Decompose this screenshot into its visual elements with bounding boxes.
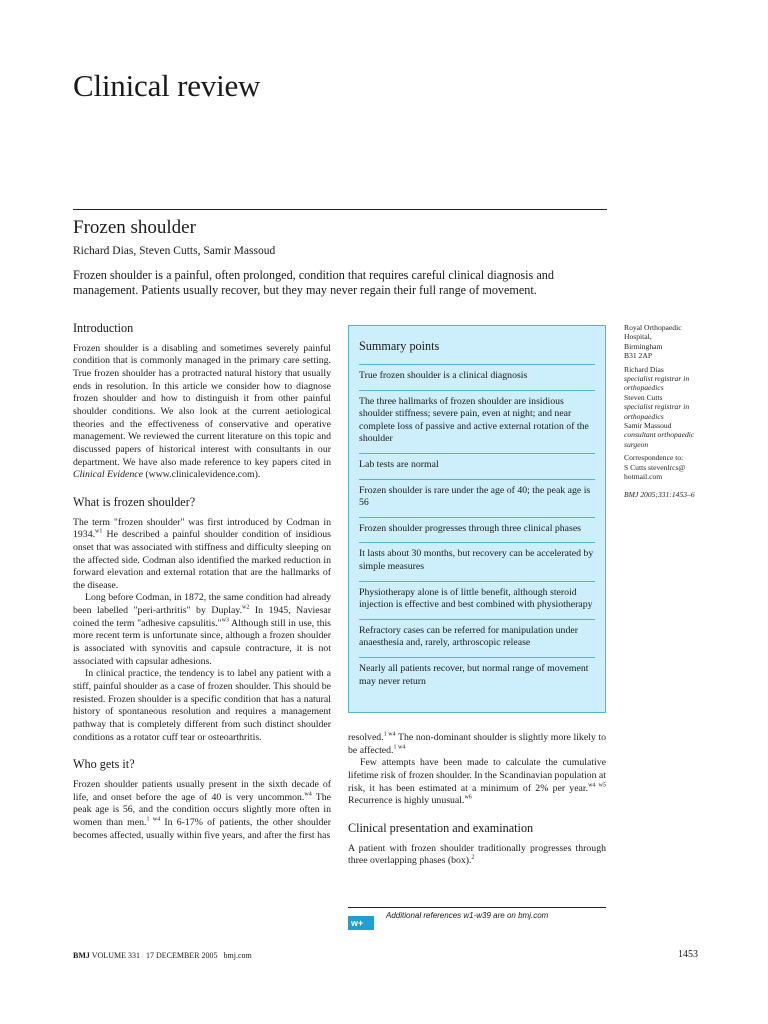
author-role: specialist registrar in orthopaedics	[624, 374, 690, 393]
right-paragraph-2: Few attempts have been made to calculate the cumulative lifetime risk of frozen shoulder. In the Scandinavian population at risk, it has been estimated at a minimum of 2% per year.$^{w4 w5}$ Recurrence is highly unusual.$^{w6}$	[348, 757, 606, 807]
summary-item: Lab tests are normal	[359, 453, 595, 477]
summary-points-box	[348, 325, 606, 713]
reference-mark: 1 w4	[393, 744, 406, 751]
reference-mark: 1 w4	[383, 731, 396, 738]
summary-item: Nearly all patients recover, but normal range of movement may never return	[359, 657, 595, 693]
page-number: 1453	[678, 949, 698, 960]
reference-mark: w4 w5	[588, 782, 606, 789]
correspondence-email[interactable]: S Cutts stevenlrcs@	[624, 462, 686, 472]
author-name: Richard Dias	[624, 364, 664, 374]
author-sidebar	[624, 323, 709, 499]
additional-references-link[interactable]: Additional references w1-w39 are on bmj.com	[386, 911, 549, 920]
correspondence-email[interactable]: hotmail.com	[624, 472, 663, 482]
summary-item: The three hallmarks of frozen shoulder are insidious shoulder stiffness; severe pain, even at night; and near complete loss of passive and active external rotation of the shoulder	[359, 390, 595, 451]
what-paragraph-3: In clinical practice, the tendency is to label any patient with a stiff, painful shoulder as a case of frozen shoulder. This should be resisted. Frozen shoulder is a specific condition that has a natural history of spontaneous resolution and requires a management pathway that is completely different from such distinct shoulder conditions as a rotator cuff tear or osteoarthritis.	[73, 668, 331, 743]
clinical-presentation-heading: Clinical presentation and examination	[348, 820, 534, 835]
reference-mark: w6	[464, 795, 472, 802]
intro-paragraph: Frozen shoulder is a disabling and sometimes severely painful condition that is commonly managed in the primary care setting. True frozen shoulder has a protracted natural history that usually ends in resolution. In this article we consider how to diagnose frozen shoulder and how to distinguish it from other painful shoulder conditions. We also look at the current aetiological theories and the effectiveness of conservative and operative management. We reviewed the current literature on this topic and discussed papers of historical interest with consultants in our department. We have also made reference to key papers cited in Clinical Evidence (www.clinicalevidence.com).	[73, 342, 331, 481]
summary-item: True frozen shoulder is a clinical diagnosis	[359, 364, 595, 388]
affiliation-line: Royal Orthopaedic Hospital,	[624, 323, 682, 342]
author-name: Samir Massoud	[624, 421, 672, 431]
section-title: Clinical review	[73, 68, 261, 103]
affiliation-line: Birmingham	[624, 341, 663, 351]
reference-mark: w3	[221, 617, 229, 624]
journal-name: BMJ	[73, 951, 90, 960]
additional-references	[348, 907, 606, 931]
right-column	[348, 732, 606, 868]
title-rule	[73, 209, 607, 210]
footer-journal	[73, 951, 252, 960]
reference-mark: 1 w4	[146, 816, 161, 823]
what-paragraph-2: Long before Codman, in 1872, the same condition had already been labelled "peri-arthritis" by Duplay.$^{w2}$ In 1945, Naviesar coined the term "adhesive capsulitis."$^{w3}$ Although still in use, this more recent term is unfortunate since, although a frozen shoulder is associated with synovitis and capsule contracture, it is not associated with capsular adhesions.	[73, 592, 331, 667]
summary-item: Physiotherapy alone is of little benefit, although steroid injection is effective and best combined with physiotherapy	[359, 581, 595, 617]
article-title: Frozen shoulder	[73, 217, 196, 238]
reference-mark: w2	[242, 604, 250, 611]
summary-item: Frozen shoulder is rare under the age of 40; the peak age is 56	[359, 479, 595, 515]
standfirst: Frozen shoulder is a painful, often prolonged, condition that requires careful clinical diagnosis and management. Patients usually recover, but they may never regain their full range of movement.	[73, 268, 554, 297]
reference-mark: 2	[471, 854, 475, 861]
citation: BMJ 2005;331:1453–6	[624, 489, 695, 499]
left-column	[73, 322, 331, 842]
reference-mark: w4	[304, 791, 312, 798]
who-paragraph: Frozen shoulder patients usually present in the sixth decade of life, and onset before the age of 40 is very uncommon.$^{w4}$ The peak age is 56, and the condition occurs slightly more often in women than men.$^{1 w4}$ In 6-17% of patients, the other shoulder becomes affected, usually within five years, and after the first has	[73, 779, 331, 841]
affiliation-line: B31 2AP	[624, 351, 653, 361]
author-name: Steven Cutts	[624, 392, 663, 402]
right-paragraph-1: resolved.$^{1 w4}$ The non-dominant shoulder is slightly more likely to be affected.$^{1 w4}$	[348, 731, 606, 756]
right-paragraph-3: A patient with frozen shoulder traditionally progresses through three overlapping phases (box).$^2$	[348, 842, 606, 867]
intro-heading: Introduction	[73, 321, 134, 335]
what-heading: What is frozen shoulder?	[73, 494, 196, 509]
what-paragraph-1: The term "frozen shoulder" was first introduced by Codman in 1934.$^{w1}$ He described a painful shoulder condition of insidious onset that was associated with stiffness and difficulty sleeping on the affected side. Codman also identified the marked reduction in forward elevation and external rotation that are the hallmarks of the disease.	[73, 516, 331, 591]
summary-item: Refractory cases can be referred for manipulation under anaesthesia and, rarely, arthroscopic release	[359, 619, 595, 655]
web-extra-icon: w+	[348, 916, 374, 930]
author-role: specialist registrar in orthopaedics	[624, 402, 690, 421]
issue-info: VOLUME 331 17 DECEMBER 2005 bmj.com	[91, 951, 252, 960]
author-role: consultant orthopaedic surgeon	[624, 430, 695, 449]
clinical-evidence-title: Clinical Evidence	[73, 469, 143, 481]
summary-item: Frozen shoulder progresses through three clinical phases	[359, 517, 595, 541]
who-heading: Who gets it?	[73, 757, 135, 772]
authors: Richard Dias, Steven Cutts, Samir Massoud	[73, 245, 276, 257]
summary-item: It lasts about 30 months, but recovery can be accelerated by simple measures	[359, 542, 595, 578]
summary-title: Summary points	[359, 339, 440, 353]
reference-mark: w1	[95, 528, 103, 535]
correspondence-label: Correspondence to:	[624, 453, 684, 463]
